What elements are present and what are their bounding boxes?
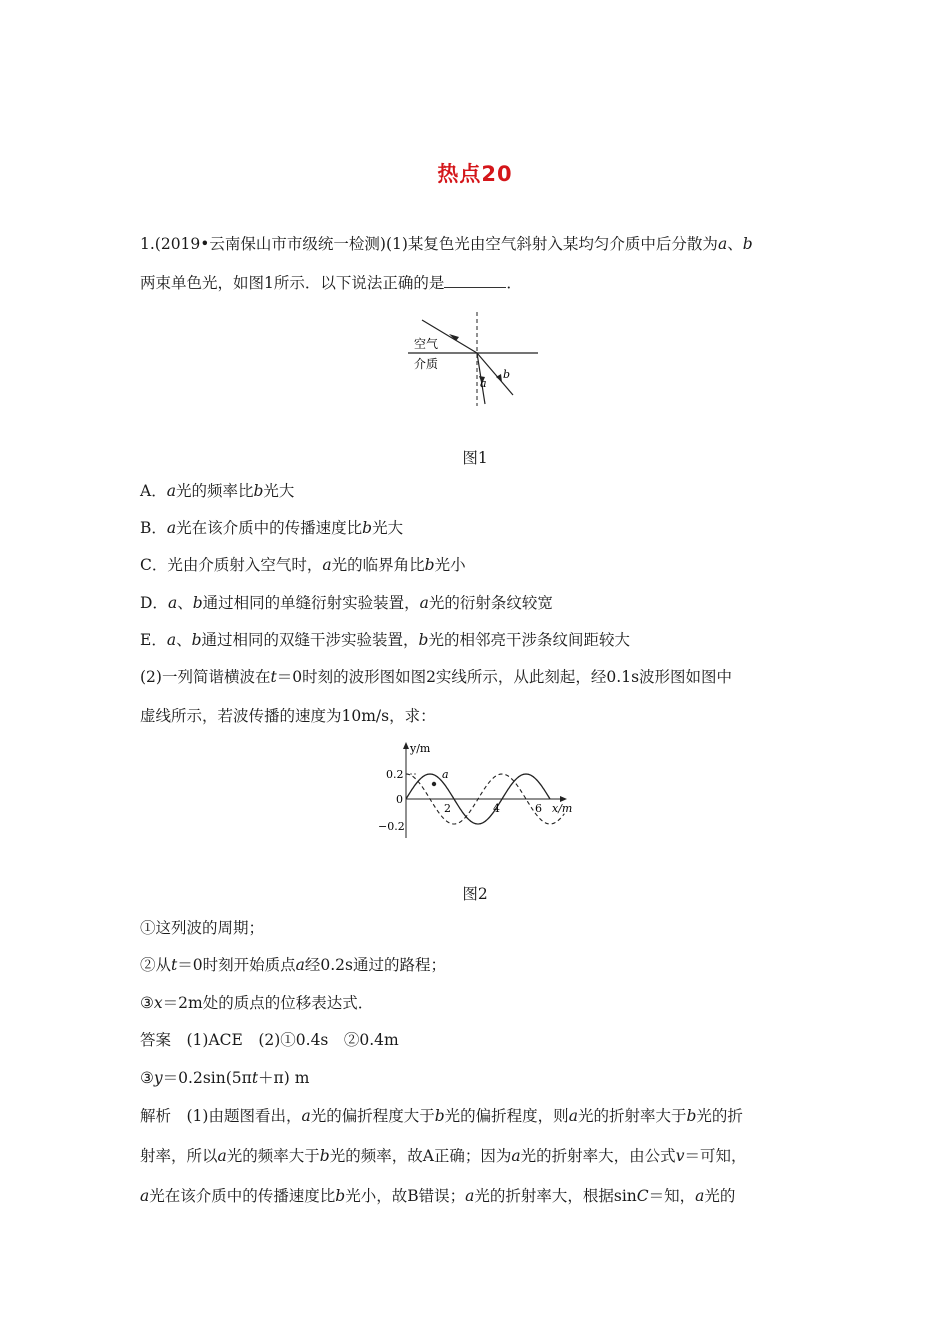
option-text: 光在该介质中的传播速度比 <box>176 519 363 537</box>
option-d <box>140 593 820 613</box>
var-a: a <box>419 594 429 612</box>
answer-blank <box>444 273 506 288</box>
sub-question-2 <box>140 955 820 975</box>
analysis-text: 光的偏折程度大于 <box>310 1107 435 1125</box>
analysis-text: 光的折 <box>696 1107 743 1125</box>
answer-line-2 <box>140 1068 820 1088</box>
separator: 、 <box>176 631 192 649</box>
label-air: 空气 <box>414 337 439 351</box>
answer-text: ＝0.2sin(5π <box>162 1069 252 1087</box>
var-t: t <box>251 1069 259 1087</box>
question-1-line-2 <box>140 273 820 293</box>
var-v: v <box>675 1147 685 1165</box>
var-b: b <box>686 1107 697 1125</box>
label-medium: 介质 <box>414 357 439 371</box>
option-label: B． <box>140 519 167 537</box>
var-a: a <box>465 1187 475 1205</box>
var-a: a <box>167 594 178 612</box>
period: ． <box>506 274 522 292</box>
question-2-text: (2)一列简谐横波在 <box>140 668 271 686</box>
y-axis-arrow-icon <box>403 742 409 749</box>
sub-text: ②从 <box>140 956 172 974</box>
analysis-text: ＝知， <box>648 1187 696 1205</box>
option-text: 通过相同的单缝衍射实验装置， <box>202 594 420 612</box>
figure-1-refraction-diagram <box>404 312 544 412</box>
sub-question-1: ①这列波的周期； <box>140 919 265 937</box>
option-text: 光的频率比 <box>175 482 254 500</box>
label-ray-b: b <box>503 368 511 381</box>
var-b: b <box>424 556 435 574</box>
sub-question-3 <box>140 993 820 1013</box>
question-2-text: ＝0时刻的波形图如图2实线所示，从此刻起，经0.1s波形图如图中 <box>276 668 733 686</box>
question-2-line-1 <box>140 667 820 687</box>
analysis-line-3 <box>140 1186 820 1206</box>
var-c: C <box>636 1187 649 1205</box>
sub-text: 经0.2s通过的路程； <box>304 956 446 974</box>
answer-line-1: 答案 (1)ACE (2)①0.4s ②0.4m <box>140 1031 399 1049</box>
var-a: a <box>322 556 332 574</box>
sub-text: ＝0时刻开始质点 <box>177 956 296 974</box>
option-text: 光的衍射条纹较宽 <box>428 594 553 612</box>
var-a: a <box>717 235 728 253</box>
var-x: x <box>153 994 163 1012</box>
analysis-text: 光小，故B错误； <box>345 1187 466 1205</box>
var-b: b <box>418 631 429 649</box>
option-text: 光大 <box>263 482 295 500</box>
y-tick-bottom: −0.2 <box>378 820 405 833</box>
var-b: b <box>434 1107 445 1125</box>
analysis-text: 光的折射率大，根据sin <box>474 1187 637 1205</box>
option-text: 光小 <box>434 556 466 574</box>
analysis-text: 射率，所以 <box>140 1147 218 1165</box>
var-b: b <box>742 235 753 253</box>
option-e <box>140 630 820 650</box>
sub-text: ＝2m处的质点的位移表达式． <box>162 994 374 1012</box>
analysis-text: 光的折射率大于 <box>577 1107 687 1125</box>
answer-text: ＋π) m <box>258 1069 310 1087</box>
var-a: a <box>295 956 305 974</box>
var-t: t <box>270 668 277 686</box>
x-tick-2: 2 <box>444 802 451 815</box>
option-text: 光的相邻亮干涉条纹间距较大 <box>428 631 630 649</box>
option-c <box>140 555 820 575</box>
var-b: b <box>191 631 202 649</box>
var-a: a <box>695 1187 705 1205</box>
point-a-marker <box>432 782 436 786</box>
var-b: b <box>335 1187 346 1205</box>
var-a: a <box>217 1147 227 1165</box>
question-1-line-1 <box>140 234 820 254</box>
var-a: a <box>568 1107 578 1125</box>
figure-1-caption: 图1 <box>462 449 488 467</box>
option-label: D． <box>140 594 168 612</box>
figure-2-caption: 图2 <box>462 885 488 903</box>
var-b: b <box>319 1147 330 1165</box>
var-b: b <box>192 594 203 612</box>
analysis-text: 光的 <box>704 1187 736 1205</box>
option-text: 通过相同的双缝干涉实验装置， <box>201 631 419 649</box>
var-b: b <box>362 519 373 537</box>
y-tick-zero: 0 <box>396 793 403 806</box>
analysis-text: ＝可知， <box>684 1147 747 1165</box>
analysis-text: 光的折射率大，由公式 <box>520 1147 676 1165</box>
option-b <box>140 518 820 538</box>
analysis-text: 光在该介质中的传播速度比 <box>149 1187 336 1205</box>
page-title: 热点20 <box>437 162 513 186</box>
question-1-text-2: 两束单色光，如图1所示．以下说法正确的是 <box>140 274 445 292</box>
x-tick-4: 4 <box>493 802 500 815</box>
var-a: a <box>140 1187 150 1205</box>
analysis-text: 光的频率大于 <box>226 1147 320 1165</box>
option-a <box>140 481 820 501</box>
sub-text: ③ <box>140 994 154 1012</box>
separator: 、 <box>177 594 193 612</box>
analysis-line-1 <box>140 1106 820 1126</box>
option-label: E． <box>140 631 167 649</box>
var-a: a <box>511 1147 521 1165</box>
ray-b-arrow-icon <box>496 374 502 382</box>
y-tick-top: 0.2 <box>386 768 404 781</box>
label-ray-a: a <box>480 377 487 390</box>
analysis-line-2 <box>140 1146 820 1166</box>
x-axis-label: x/m <box>552 802 573 815</box>
x-tick-6: 6 <box>535 802 542 815</box>
answer-text: ③ <box>140 1069 154 1087</box>
question-2-line-2: 虚线所示，若波传播的速度为10m/s，求： <box>140 707 436 725</box>
analysis-text: 光的频率，故A正确；因为 <box>329 1147 512 1165</box>
var-y: y <box>153 1069 163 1087</box>
figure-2-wave-graph <box>372 740 578 840</box>
analysis-text: 解析 (1)由题图看出， <box>140 1107 302 1125</box>
y-axis-label: y/m <box>410 742 431 755</box>
option-text: 光大 <box>372 519 404 537</box>
var-b: b <box>253 482 264 500</box>
var-a: a <box>301 1107 311 1125</box>
var-a: a <box>166 482 176 500</box>
var-a: a <box>166 519 177 537</box>
question-1-text: 1.(2019•云南保山市市级统一检测)(1)某复色光由空气斜射入某均匀介质中后分散为 <box>140 235 718 253</box>
var-t: t <box>171 956 178 974</box>
option-label: C．光由介质射入空气时， <box>140 556 323 574</box>
point-a-label: a <box>442 768 449 781</box>
option-text: 光的临界角比 <box>331 556 425 574</box>
analysis-text: 光的偏折程度，则 <box>444 1107 569 1125</box>
var-a: a <box>166 631 177 649</box>
option-label: A． <box>140 482 167 500</box>
separator: 、 <box>727 235 743 253</box>
